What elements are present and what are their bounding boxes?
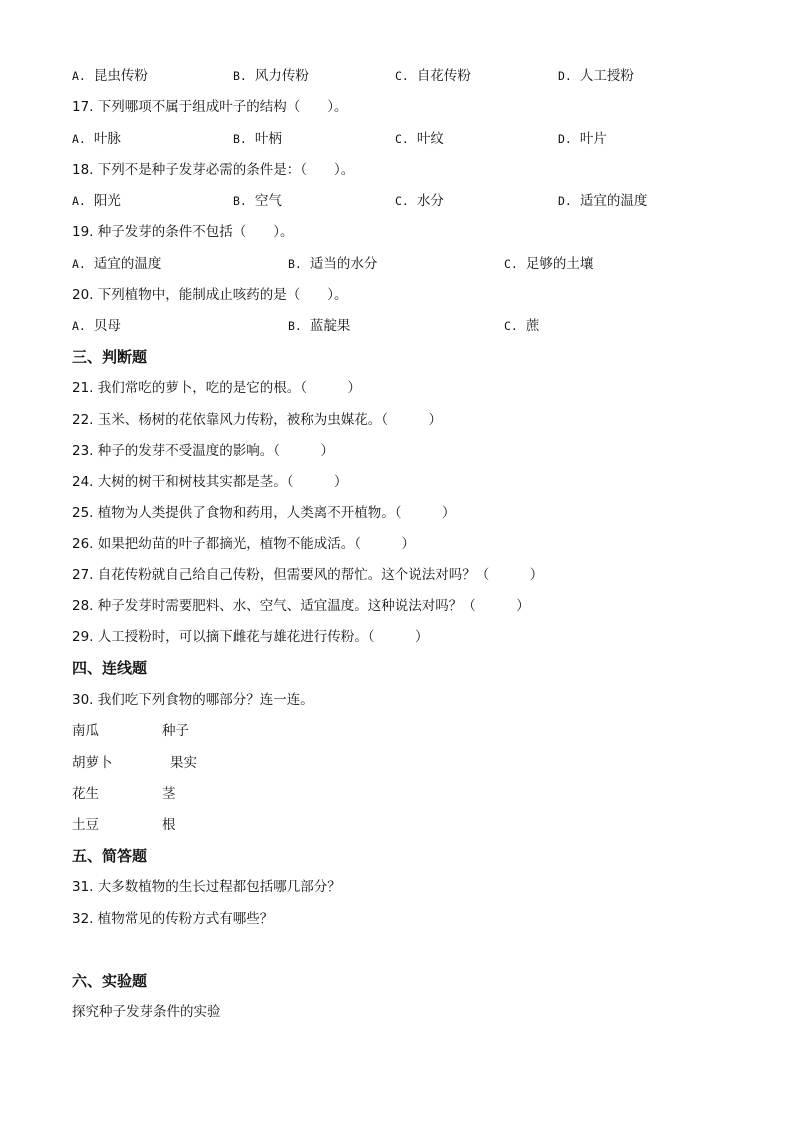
- option-a[interactable]: A. 叶脉: [72, 131, 121, 147]
- question-27: 27. 自花传粉就自己给自己传粉，但需要风的帮忙。这个说法对吗？（ ）: [72, 567, 544, 583]
- q20-options: [72, 317, 722, 335]
- section-heading-judge: 三、判断题: [72, 348, 148, 366]
- q18-options: [72, 192, 722, 210]
- experiment-title: 探究种子发芽条件的实验: [72, 1004, 221, 1020]
- option-a[interactable]: A. 阳光: [72, 193, 121, 209]
- question-24: 24. 大树的树干和树枝其实都是茎。（ ）: [72, 474, 348, 490]
- q16-options: [72, 67, 722, 85]
- option-c[interactable]: C. 水分: [395, 193, 444, 209]
- option-b[interactable]: B. 蓝靛果: [288, 318, 351, 334]
- question-31: 31. 大多数植物的生长过程都包括哪几部分？: [72, 879, 341, 895]
- option-b[interactable]: B. 适当的水分: [288, 256, 378, 272]
- question-17: 17. 下列哪项不属于组成叶子的结构（ ）。: [72, 99, 348, 115]
- question-20: 20. 下列植物中，能制成止咳药的是（ ）。: [72, 287, 348, 303]
- q19-options: [72, 255, 722, 273]
- q17-options: [72, 130, 722, 148]
- option-a[interactable]: A. 昆虫传粉: [72, 68, 148, 84]
- match-left-item[interactable]: 土豆: [72, 817, 99, 833]
- match-right-item[interactable]: 根: [162, 817, 176, 833]
- option-d[interactable]: D. 人工授粉: [558, 68, 634, 84]
- option-c[interactable]: C. 自花传粉: [395, 68, 471, 84]
- match-right-item[interactable]: 种子: [162, 723, 189, 739]
- match-left-item[interactable]: 花生: [72, 786, 99, 802]
- question-21: 21. 我们常吃的萝卜，吃的是它的根。（ ）: [72, 380, 362, 396]
- option-c[interactable]: C. 叶纹: [395, 131, 444, 147]
- match-left-item[interactable]: 南瓜: [72, 723, 99, 739]
- match-left-item[interactable]: 胡萝卜: [72, 755, 113, 771]
- option-b[interactable]: B. 空气: [233, 193, 282, 209]
- match-right-item[interactable]: 果实: [170, 755, 197, 771]
- question-19: 19. 种子发芽的条件不包括（ ）。: [72, 224, 294, 240]
- question-30: 30. 我们吃下列食物的哪部分？连一连。: [72, 692, 314, 708]
- question-29: 29. 人工授粉时，可以摘下雌花与雄花进行传粉。（ ）: [72, 629, 429, 645]
- question-25: 25. 植物为人类提供了食物和药用，人类离不开植物。（ ）: [72, 505, 456, 521]
- match-right-item[interactable]: 茎: [162, 786, 176, 802]
- section-heading-experiment: 六、实验题: [72, 972, 148, 990]
- option-a[interactable]: A. 贝母: [72, 318, 121, 334]
- option-c[interactable]: C. 蔗: [504, 318, 540, 334]
- question-28: 28. 种子发芽时需要肥料、水、空气、适宜温度。这种说法对吗？（ ）: [72, 598, 530, 614]
- question-23: 23. 种子的发芽不受温度的影响。（ ）: [72, 443, 335, 459]
- option-d[interactable]: D. 适宜的温度: [558, 193, 648, 209]
- question-26: 26. 如果把幼苗的叶子都摘光，植物不能成活。（ ）: [72, 536, 416, 552]
- question-22: 22. 玉米、杨树的花依靠风力传粉，被称为虫媒花。（ ）: [72, 412, 443, 428]
- option-d[interactable]: D. 叶片: [558, 131, 607, 147]
- section-heading-matching: 四、连线题: [72, 659, 148, 677]
- section-heading-short-answer: 五、简答题: [72, 847, 148, 865]
- option-c[interactable]: C. 足够的土壤: [504, 256, 594, 272]
- option-b[interactable]: B. 风力传粉: [233, 68, 309, 84]
- question-32: 32. 植物常见的传粉方式有哪些？: [72, 911, 274, 927]
- question-18: 18. 下列不是种子发芽必需的条件是：（ ）。: [72, 162, 355, 178]
- option-b[interactable]: B. 叶柄: [233, 131, 282, 147]
- option-a[interactable]: A. 适宜的温度: [72, 256, 162, 272]
